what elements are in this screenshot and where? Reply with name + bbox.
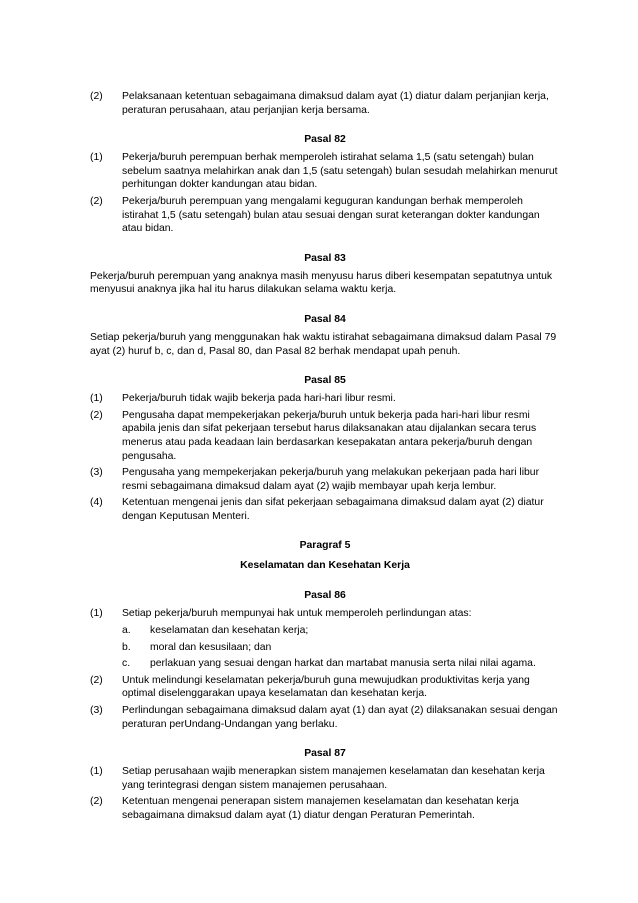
ayat-text: Pelaksanaan ketentuan sebagaimana dimaksud dalam ayat (1) diatur dalam perjanjian kerja, peraturan perusahaan, atau perjanjian kerja bersama. [122,91,549,116]
ayat-number: (1) [90,393,103,405]
pasal85-ayat-4 [90,496,560,523]
ayat-number: (2) [90,195,103,207]
pasal-84-heading: Pasal 84 [304,313,346,325]
ayat-number: (4) [90,497,103,509]
pasal86-ayat-3 [90,704,560,731]
pasal86-huruf-b [122,641,560,655]
huruf-text: moral dan kesusilaan; dan [150,641,272,653]
ayat-text: Setiap perusahaan wajib menerapkan sistem manajemen keselamatan dan kesehatan kerja yang terintegrasi dengan sistem manajemen perusahaan. [122,766,545,791]
pasal-83-heading: Pasal 83 [304,252,346,264]
pasal82-ayat-2 [90,195,560,236]
ayat-text: Pekerja/buruh tidak wajib bekerja pada hari-hari libur resmi. [122,393,396,405]
pasal81-ayat-2 [90,90,560,117]
ayat-text: Ketentuan mengenai penerapan sistem manajemen keselamatan dan kesehatan kerja sebagaimana dimaksud dalam ayat (1) diatur dengan Peraturan Pemerintah. [122,796,519,821]
paragraf-5-heading: Paragraf 5 [299,540,351,552]
pasal85-ayat-1 [90,392,560,406]
document-body [90,90,560,826]
ayat-text: Pengusaha yang mempekerjakan pekerja/buruh yang melakukan pekerjaan pada hari libur resmi sebagaimana dimaksud dalam ayat (2) wajib membayar upah kerja lembur. [122,467,540,492]
ayat-text: Untuk melindungi keselamatan pekerja/buruh guna mewujudkan produktivitas kerja yang optimal diselenggarakan upaya keselamatan dan kesehatan kerja. [122,674,530,700]
huruf-label: a. [122,625,131,637]
pasal82-ayat-1 [90,151,560,192]
ayat-text: Pekerja/buruh perempuan yang mengalami keguguran kandungan berhak memperoleh istirahat 1,5 (satu setengah) bulan atau sesuai dengan surat keterangan dokter kandungan atau bidan. [122,195,540,235]
ayat-number: (2) [90,91,103,102]
pasal85-ayat-2 [90,409,560,463]
pasal84-text: Setiap pekerja/buruh yang menggunakan hak waktu istirahat sebagaimana dimaksud dalam Pasal 79 ayat (2) huruf b, c, dan d, Pasal 80, dan Pasal 82 berhak mendapat upah penuh. [90,331,557,357]
pasal86-ayat-2 [90,674,560,701]
ayat-number: (3) [90,467,103,479]
ayat-number: (1) [90,766,103,778]
pasal-85-heading: Pasal 85 [304,375,346,387]
pasal-86-heading: Pasal 86 [304,590,346,602]
ayat-number: (2) [90,796,103,808]
pasal86-huruf-a [122,624,560,638]
ayat-text: Pengusaha dapat mempekerjakan pekerja/buruh untuk bekerja pada hari-hari libur resmi apabila jenis dan sifat pekerjaan tersebut harus dilaksanakan atau dijalankan secara terus menerus atau pada keadaan lain berdasarkan kesepakatan antara pekerja/buruh dengan pengusaha. [122,409,537,462]
pasal86-huruf-c [122,657,560,671]
pasal87-ayat-2 [90,795,560,822]
pasal86-ayat-1 [90,607,560,621]
ayat-text: Ketentuan mengenai jenis dan sifat pekerjaan sebagaimana dimaksud dalam ayat (2) diatur dengan Keputusan Menteri. [122,497,544,522]
ayat-number: (1) [90,152,103,164]
ayat-number: (2) [90,409,103,421]
huruf-label: b. [122,641,131,653]
huruf-label: c. [122,658,131,670]
huruf-text: keselamatan dan kesehatan kerja; [150,625,309,637]
pasal-82-heading: Pasal 82 [304,134,346,146]
pasal85-ayat-3 [90,466,560,493]
pasal-87-heading: Pasal 87 [304,748,346,760]
ayat-number: (1) [90,608,103,620]
ayat-number: (3) [90,705,103,717]
huruf-text: perlakuan yang sesuai dengan harkat dan martabat manusia serta nilai nilai agama. [150,658,536,670]
pasal83-text: Pekerja/buruh perempuan yang anaknya masih menyusu harus diberi kesempatan sepatutnya untuk menyusui anaknya jika hal itu harus dilakukan selama waktu kerja. [90,270,553,296]
ayat-text: Setiap pekerja/buruh mempunyai hak untuk memperoleh perlindungan atas: [122,608,472,620]
ayat-text: Pekerja/buruh perempuan berhak memperoleh istirahat selama 1,5 (satu setengah) bulan sebelum saatnya melahirkan anak dan 1,5 (satu setengah) bulan sesudah melahirkan menurut perhitungan dokter kandungan atau bidan. [122,152,558,191]
ayat-text: Perlindungan sebagaimana dimaksud dalam ayat (1) dan ayat (2) dilaksanakan sesuai dengan peraturan perUndang-Undangan yang berlaku. [122,705,558,730]
paragraf-5-subtitle: Keselamatan dan Kesehatan Kerja [240,560,410,572]
ayat-number: (2) [90,674,103,686]
pasal87-ayat-1 [90,765,560,792]
